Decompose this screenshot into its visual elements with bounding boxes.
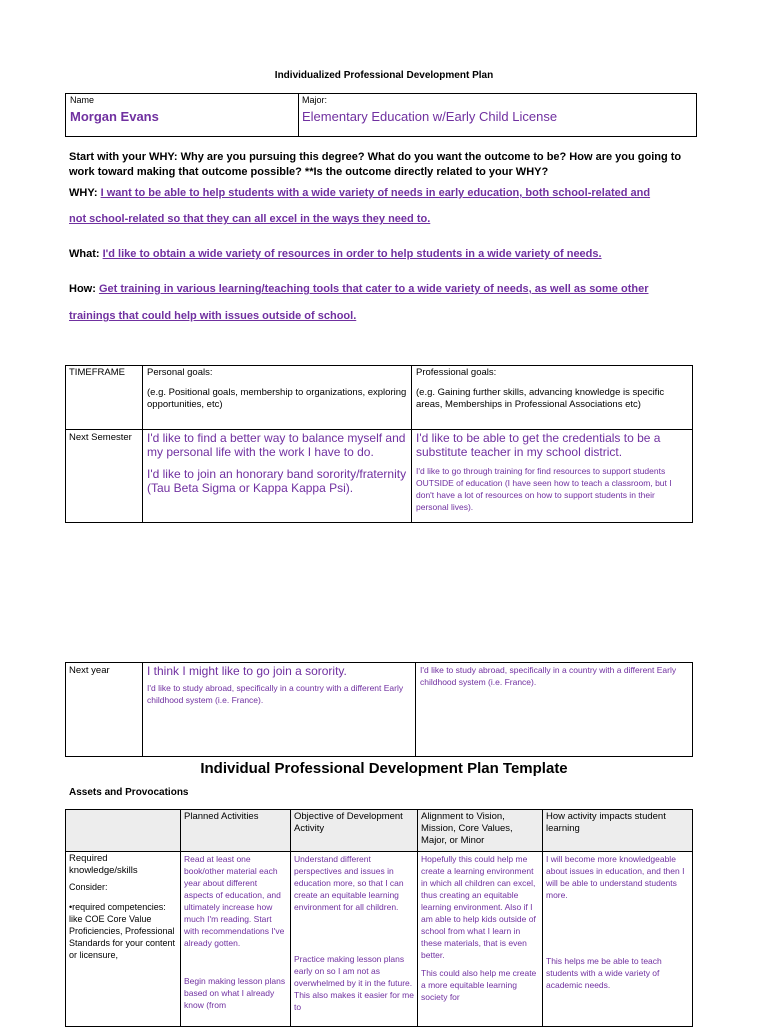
assets-header-alignment: Alignment to Vision, Mission, Core Values, Major, or Minor (418, 810, 543, 852)
professional-goal-1: I'd like to be able to get the credentials to be a substitute teacher in my school district. (416, 431, 661, 459)
alignment-cell[interactable] (418, 852, 543, 1027)
why-text-1[interactable]: I want to be able to help students with a wide variety of needs in early education, both school-related and (100, 187, 651, 199)
objective-1: Understand different perspectives and issues in education more, so that I can create an equitable learning environment for all children. (294, 854, 404, 912)
assets-header-objective: Objective of Development Activity (291, 810, 418, 852)
why-label: WHY: (69, 187, 98, 199)
how-text-2[interactable]: trainings that could help with issues outside of school. (69, 310, 357, 322)
professional-goals-title: Professional goals: (416, 367, 497, 378)
personal-goal-1: I'd like to find a better way to balance myself and my personal life with the work I have to do. (147, 431, 406, 459)
alignment-2: This could also help me create a more equitable learning society for (421, 968, 537, 1002)
major-label: Major: (302, 95, 328, 105)
why-answer-line1 (69, 187, 709, 199)
how-label: How: (69, 283, 96, 295)
impact-cell[interactable] (543, 852, 693, 1027)
name-label: Name (70, 95, 95, 105)
planned-activity-2: Begin making lesson plans based on what I already know (from (184, 976, 286, 1010)
consider-label: Consider: (69, 882, 108, 892)
personal-goals-hint: (e.g. Positional goals, membership to organizations, exploring opportunities, etc) (147, 387, 407, 410)
what-answer (69, 248, 602, 260)
goals-table (65, 365, 693, 523)
impact-1: I will become more knowledgeable about issues in education, and then I will be able to understand students more. (546, 854, 685, 900)
how-answer-line2 (69, 310, 356, 322)
professional-goal-2: I'd like to go through training for find resources to support students OUTSIDE of education (I have seen how to teach a classroom, but I don't have a lot of resources on how to support students in their personal lives). (416, 466, 672, 512)
why-text-2[interactable]: not school-related so that they can all excel in the ways they need to. (69, 213, 431, 225)
timeframe-next-year: Next year (66, 663, 143, 757)
required-knowledge-label: Required knowledge/skills (69, 853, 138, 876)
personal-goals-next-year[interactable] (143, 663, 416, 757)
impact-2: This helps me be able to teach students with a wide variety of academic needs. (546, 956, 662, 990)
major-value[interactable]: Elementary Education w/Early Child License (302, 109, 558, 124)
assets-header-blank (66, 810, 181, 852)
name-value[interactable]: Morgan Evans (70, 109, 159, 124)
how-answer-line1 (69, 283, 649, 295)
personal-goals-next-semester[interactable] (143, 430, 412, 523)
personal-goal-2: I'd like to join an honorary band sorority/fraternity (Tau Beta Sigma or Kappa Kappa Psi). (147, 467, 407, 495)
how-text-1[interactable]: Get training in various learning/teaching tools that cater to a wide variety of needs, as well as some other (98, 283, 649, 295)
major-cell (299, 94, 697, 137)
assets-heading: Assets and Provocations (69, 787, 189, 798)
required-knowledge-cell (66, 852, 181, 1027)
alignment-1: Hopefully this could help me create a learning environment in which all children can excel, thus creating an equitable learning environment. Also if I am able to help kids outside of school from what I learn in these materials, that is even better. (421, 854, 536, 960)
objective-cell[interactable] (291, 852, 418, 1027)
document-title: Individualized Professional Development Plan (274, 70, 494, 81)
personal-goals-title: Personal goals: (147, 367, 213, 378)
personal-goals-header (143, 366, 412, 430)
name-cell (66, 94, 299, 137)
identity-table (65, 93, 697, 137)
timeframe-header: TIMEFRAME (66, 366, 143, 430)
professional-goals-next-year[interactable] (416, 663, 693, 757)
professional-goals-header (412, 366, 693, 430)
goals-table-continued (65, 662, 693, 757)
professional-goals-next-semester[interactable] (412, 430, 693, 523)
timeframe-next-semester: Next Semester (66, 430, 143, 523)
objective-2: Practice making lesson plans early on so I am not as overwhelmed by it in the future. This also makes it easier for me to (294, 954, 414, 1012)
planned-activities-cell[interactable] (181, 852, 291, 1027)
planned-activity-1: Read at least one book/other material each year about different aspects of education, and ultimately increase how much I'm reading. Start with recommendations I've already gotten. (184, 854, 285, 948)
assets-header-impact: How activity impacts student learning (543, 810, 693, 852)
competencies-bullet: •required competencies: like COE Core Value Proficiencies, Professional Standards for your content or licensure, (69, 902, 176, 960)
what-text[interactable]: I'd like to obtain a wide variety of resources in order to help students in a wide variety of needs. (102, 248, 602, 260)
assets-table (65, 809, 693, 1027)
what-label: What: (69, 248, 100, 260)
professional-goal-next-year-1: I'd like to study abroad, specifically in a country with a different Early childhood system (i.e. France). (420, 665, 677, 687)
personal-goal-next-year-1: I think I might like to go join a sorority. (147, 664, 347, 678)
why-answer-line2 (69, 213, 430, 225)
personal-goal-next-year-2: I'd like to study abroad, specifically in a country with a different Early childhood system (i.e. France). (147, 683, 404, 705)
why-prompt: Start with your WHY: Why are you pursuing this degree? What do you want the outcome to be? How are you going to work toward making that outcome possible? **Is the outcome directly related to your WHY? (69, 151, 682, 178)
professional-goals-hint: (e.g. Gaining further skills, advancing knowledge is specific areas, Memberships in Professional Associations etc) (416, 387, 665, 410)
assets-header-planned: Planned Activities (181, 810, 291, 852)
template-title: Individual Professional Development Plan Template (200, 760, 568, 777)
